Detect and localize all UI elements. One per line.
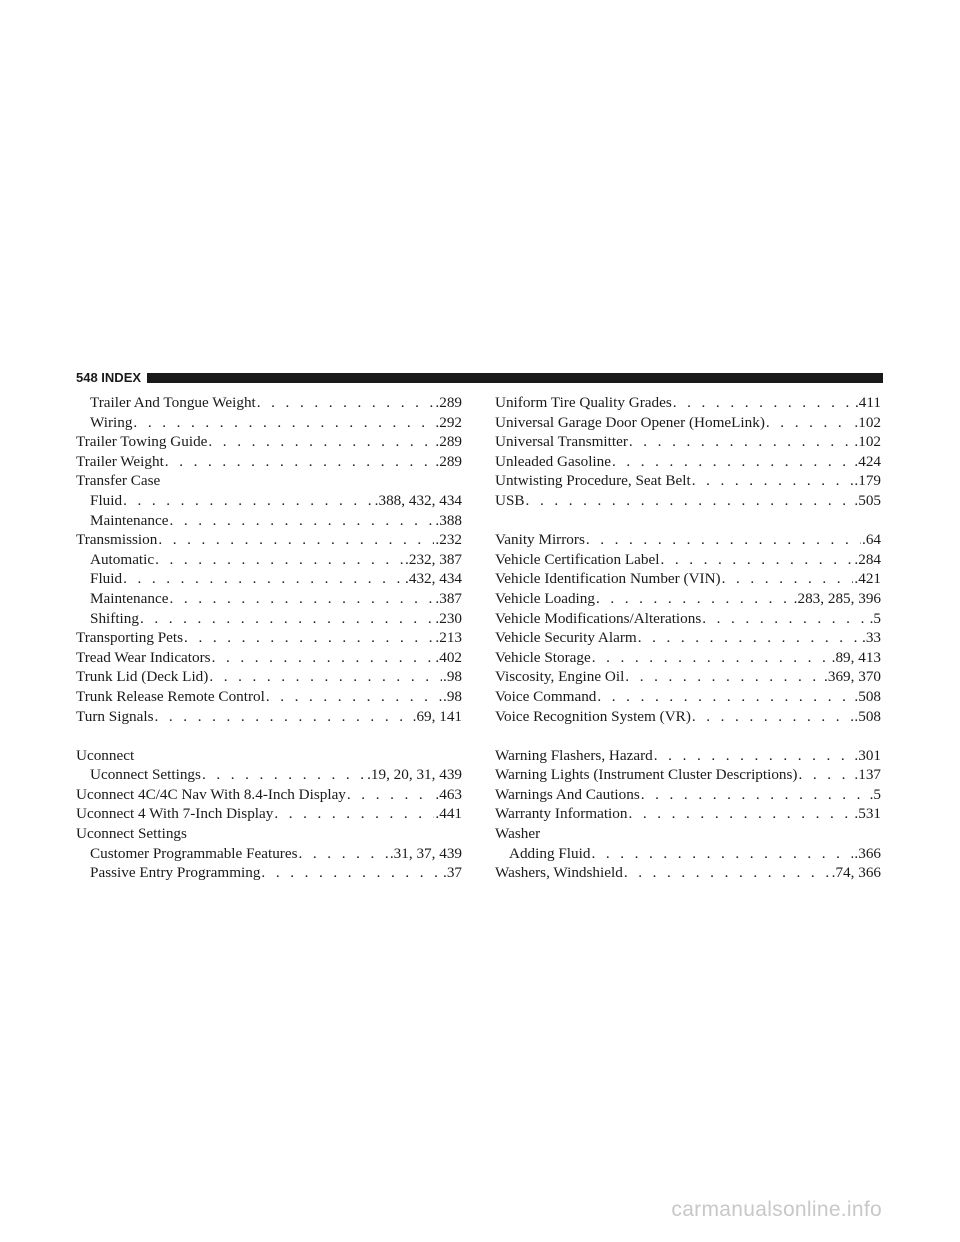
page-reference[interactable]: .232 <box>435 531 462 549</box>
dot-leader <box>638 628 861 648</box>
dot-leader <box>208 432 434 452</box>
page-reference[interactable]: .411 <box>854 394 881 411</box>
index-term: Maintenance <box>90 511 169 529</box>
index-term: Turn Signals <box>76 707 154 725</box>
dot-leader <box>660 550 853 570</box>
page-reference[interactable]: .89, 413 <box>831 648 881 666</box>
index-entry <box>76 667 462 687</box>
index-entry <box>495 824 881 844</box>
index-entry <box>495 667 881 687</box>
dot-leader <box>123 569 404 589</box>
index-column-left <box>76 393 462 883</box>
dot-leader <box>347 785 435 805</box>
page-reference[interactable]: .69, 141 <box>412 707 462 725</box>
index-term: Trailer And Tongue Weight <box>90 394 256 411</box>
dot-leader <box>766 413 854 433</box>
page-reference[interactable]: .98 <box>443 687 462 705</box>
index-entry <box>495 648 881 668</box>
page-reference[interactable]: .33 <box>862 629 881 647</box>
index-entry <box>495 609 881 629</box>
page-reference[interactable]: .283, 285, 396 <box>793 589 881 607</box>
index-term: Vehicle Modifications/Alterations <box>495 609 702 627</box>
index-entry <box>76 824 462 844</box>
index-term: Customer Programmable Features <box>90 844 298 862</box>
page-reference[interactable]: .421 <box>854 570 881 588</box>
index-entry <box>495 530 881 550</box>
page-reference[interactable]: .98 <box>443 668 462 686</box>
page-reference[interactable]: .387 <box>435 589 462 607</box>
dot-leader <box>692 471 854 491</box>
index-entry <box>76 530 462 550</box>
index-entry <box>495 687 881 707</box>
index-term: Uniform Tire Quality Grades <box>495 394 672 411</box>
dot-leader <box>592 648 831 668</box>
index-term: Fluid <box>90 491 123 509</box>
index-term: Tread Wear Indicators <box>76 648 211 666</box>
dot-leader <box>202 765 366 785</box>
page-reference[interactable]: .230 <box>435 609 462 627</box>
index-subentry <box>76 765 462 785</box>
page-reference[interactable]: .137 <box>854 766 881 784</box>
page-reference[interactable]: .289 <box>435 452 462 470</box>
dot-leader <box>798 765 853 785</box>
dot-leader <box>597 687 853 707</box>
section-gap <box>76 726 462 746</box>
index-term: Universal Garage Door Opener (HomeLink) <box>495 413 765 431</box>
dot-leader <box>184 628 434 648</box>
dot-leader <box>123 491 374 511</box>
index-column-right <box>495 393 881 883</box>
index-entry <box>76 648 462 668</box>
index-term: Transmission <box>76 531 158 549</box>
index-term: Trunk Lid (Deck Lid) <box>76 668 209 686</box>
index-subentry <box>76 550 462 570</box>
dot-leader <box>133 413 434 433</box>
index-term: Uconnect 4 With 7-Inch Display <box>76 805 274 823</box>
dot-leader <box>628 804 853 824</box>
index-subentry <box>76 863 462 883</box>
page-reference[interactable]: .284 <box>854 550 881 568</box>
page-reference[interactable]: .19, 20, 31, 439 <box>367 766 462 784</box>
index-term: Warning Lights (Instrument Cluster Descriptions) <box>495 766 798 784</box>
dot-leader <box>257 393 435 413</box>
dot-leader <box>624 863 831 883</box>
page-reference[interactable]: .179 <box>854 472 881 490</box>
page-reference[interactable]: .508 <box>854 707 881 725</box>
index-subentry <box>76 844 462 864</box>
page-reference[interactable]: .463 <box>435 785 462 803</box>
index-entry <box>76 707 462 727</box>
index-entry <box>495 746 881 766</box>
index-term: USB <box>495 491 525 509</box>
index-entry <box>495 589 881 609</box>
dot-leader <box>212 648 435 668</box>
index-entry <box>495 393 881 413</box>
page-reference[interactable]: .232, 387 <box>405 550 462 568</box>
index-term: Wiring <box>90 413 133 431</box>
dot-leader <box>591 844 853 864</box>
index-term: Warranty Information <box>495 805 628 823</box>
index-entry <box>495 785 881 805</box>
page-reference[interactable]: .5 <box>869 609 881 627</box>
page-reference[interactable]: .402 <box>435 648 462 666</box>
dot-leader <box>673 393 854 413</box>
page-reference[interactable]: .388 <box>435 511 462 529</box>
page-reference[interactable]: .531 <box>854 805 881 823</box>
index-entry <box>76 804 462 824</box>
dot-leader <box>654 746 854 766</box>
index-term: Uconnect Settings <box>90 766 201 784</box>
index-entry <box>76 452 462 472</box>
page-reference[interactable]: .74, 366 <box>831 864 881 882</box>
dot-leader <box>155 550 404 570</box>
dot-leader <box>266 687 442 707</box>
dot-leader <box>158 530 434 550</box>
index-entry <box>495 471 881 491</box>
index-term: Passive Entry Programming <box>90 864 261 882</box>
page-header <box>76 370 883 386</box>
dot-leader <box>612 452 853 472</box>
dot-leader <box>722 569 854 589</box>
index-term: Adding Fluid <box>509 844 591 862</box>
dot-leader <box>692 707 854 727</box>
index-term: Washers, Windshield <box>495 864 623 882</box>
index-term: Voice Recognition System (VR) <box>495 707 691 725</box>
index-entry <box>76 628 462 648</box>
index-term: Warnings And Cautions <box>495 785 640 803</box>
dot-leader <box>165 452 435 472</box>
index-term: Transfer Case <box>76 472 161 490</box>
index-term: Unleaded Gasoline <box>495 452 611 470</box>
index-entry <box>76 785 462 805</box>
page-reference[interactable]: .366 <box>854 844 881 862</box>
index-entry <box>495 550 881 570</box>
index-term: Vehicle Identification Number (VIN) <box>495 570 721 588</box>
index-term: Vehicle Security Alarm <box>495 629 637 647</box>
index-term: Vehicle Storage <box>495 648 591 666</box>
dot-leader <box>629 432 854 452</box>
index-term: Trailer Towing Guide <box>76 433 208 451</box>
index-term: Maintenance <box>90 589 169 607</box>
dot-leader <box>155 707 412 727</box>
index-term: Vehicle Certification Label <box>495 550 660 568</box>
index-term: Transporting Pets <box>76 629 184 647</box>
page-reference[interactable]: .292 <box>435 413 462 431</box>
page-reference[interactable]: .5 <box>869 785 881 803</box>
page-reference[interactable]: .64 <box>862 531 881 549</box>
index-term: Trailer Weight <box>76 452 164 470</box>
index-entry <box>495 432 881 452</box>
page-reference[interactable]: .388, 432, 434 <box>374 491 462 509</box>
index-entry <box>495 569 881 589</box>
index-term: Untwisting Procedure, Seat Belt <box>495 472 691 490</box>
index-subentry <box>76 511 462 531</box>
index-entry <box>495 491 881 511</box>
page-reference[interactable]: .289 <box>435 433 462 451</box>
dot-leader <box>209 667 442 687</box>
dot-leader <box>261 863 442 883</box>
dot-leader <box>641 785 869 805</box>
index-subentry <box>76 569 462 589</box>
page-reference[interactable]: .441 <box>435 805 462 823</box>
page-reference[interactable]: .432, 434 <box>405 570 462 588</box>
section-gap <box>495 511 881 531</box>
page-reference[interactable]: .31, 37, 439 <box>389 844 462 862</box>
page-reference[interactable]: .369, 370 <box>824 668 881 686</box>
index-subentry <box>76 589 462 609</box>
header-rule <box>147 373 883 383</box>
dot-leader <box>596 589 793 609</box>
index-term: Shifting <box>90 609 139 627</box>
index-term: Warning Flashers, Hazard <box>495 746 653 764</box>
dot-leader <box>274 804 434 824</box>
page-reference[interactable]: .424 <box>854 452 881 470</box>
index-term: Universal Transmitter <box>495 433 628 451</box>
index-term: Viscosity, Engine Oil <box>495 668 625 686</box>
index-entry <box>76 746 462 766</box>
index-term: Automatic <box>90 550 155 568</box>
index-entry <box>76 687 462 707</box>
page-reference[interactable]: .289 <box>435 394 462 411</box>
page-reference[interactable]: .301 <box>854 746 881 764</box>
dot-leader <box>169 589 434 609</box>
dot-leader <box>299 844 389 864</box>
index-term: Uconnect <box>76 746 135 764</box>
section-gap <box>495 726 881 746</box>
index-entry <box>76 471 462 491</box>
index-subentry <box>76 393 462 413</box>
page-reference[interactable]: .102 <box>854 433 881 451</box>
dot-leader <box>169 511 434 531</box>
index-term: Washer <box>495 825 541 843</box>
index-entry <box>495 413 881 433</box>
index-subentry <box>76 491 462 511</box>
index-subentry <box>495 844 881 864</box>
dot-leader <box>625 667 823 687</box>
index-subentry <box>76 413 462 433</box>
page-reference[interactable]: .508 <box>854 687 881 705</box>
index-term: Trunk Release Remote Control <box>76 687 265 705</box>
page-reference[interactable]: .102 <box>854 413 881 431</box>
page-reference[interactable]: .213 <box>435 629 462 647</box>
index-term: Fluid <box>90 570 123 588</box>
page-reference[interactable]: .505 <box>854 491 881 509</box>
dot-leader <box>702 609 868 629</box>
index-entry <box>495 804 881 824</box>
index-entry <box>495 863 881 883</box>
watermark: carmanualsonline.info <box>671 1198 882 1221</box>
index-term: Uconnect Settings <box>76 825 187 843</box>
index-entry <box>495 628 881 648</box>
dot-leader <box>140 609 434 629</box>
page-reference[interactable]: .37 <box>443 864 462 882</box>
index-term: Vehicle Loading <box>495 589 595 607</box>
page-number-and-section-title: 548 INDEX <box>76 370 142 385</box>
index-term: Voice Command <box>495 687 597 705</box>
index-entry <box>495 452 881 472</box>
index-entry <box>495 765 881 785</box>
dot-leader <box>586 530 861 550</box>
index-term: Uconnect 4C/4C Nav With 8.4-Inch Display <box>76 785 346 803</box>
index-subentry <box>76 609 462 629</box>
index-entry <box>76 432 462 452</box>
index-entry <box>495 707 881 727</box>
dot-leader <box>526 491 854 511</box>
index-term: Vanity Mirrors <box>495 531 585 549</box>
